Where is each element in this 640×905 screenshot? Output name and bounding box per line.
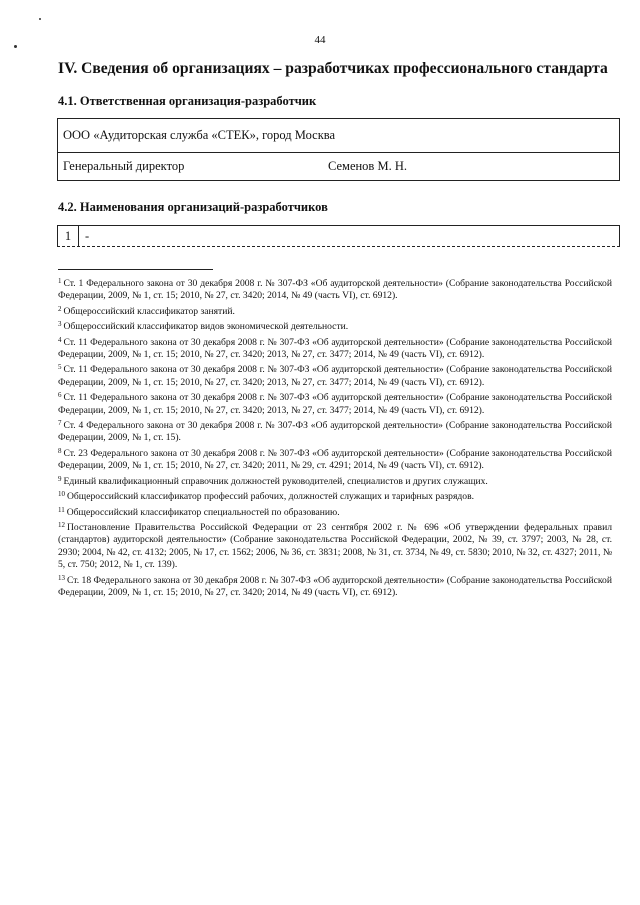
page-number: 44	[314, 34, 326, 46]
footnote	[58, 303, 612, 318]
footnote	[58, 572, 612, 600]
footnote-mark: 2	[58, 304, 62, 313]
footnote-mark: 6	[58, 391, 62, 400]
footnote-text: Общероссийский классификатор профессий рабочих, должностей служащих и тарифных разрядов.	[67, 491, 474, 503]
organization-name: ООО «Аудиторская служба «СТЕК», город Москва	[63, 128, 336, 142]
developers-heading: 4.2. Наименования организаций-разработчиков	[58, 200, 328, 214]
signatory-name: Семенов М. Н.	[328, 159, 407, 173]
developers-table	[57, 225, 620, 247]
footnote	[58, 275, 612, 303]
footnote-mark: 4	[58, 335, 62, 344]
footnote-mark: 3	[58, 320, 62, 329]
footnote	[58, 445, 612, 473]
footnote-text: Ст. 18 Федерального закона от 30 декабря 2008 г. № 307-ФЗ «Об аудиторской деятельности» (Собрание законодательства Российской Федерации, 2009, № 1, ст. 15; 2010, № 27, ст. 3420; 2014, № 49 (часть VI), ст. 6912).	[58, 574, 612, 598]
footnote-text: Постановление Правительства Российской Федерации от 23 сентября 2002 г. № 696 «Об утверждении федеральных правил (стандартов) аудиторской деятельности» (Собрание законодательства Российской Федерации, 2002, № 39, ст. 3797; 2003, № 28, ст. 2930; 2004, № 42, ст. 4132; 2005, № 17, ст. 1562; 2006, № 36, ст. 3831; 2008, № 31, ст. 3734, № 49, ст. 5830; 2010, № 32, ст. 4327; 2011, № 5, ст. 750; 2012, № 1, ст. 139).	[58, 521, 612, 571]
footnote	[58, 488, 612, 503]
footnote-mark: 5	[58, 363, 62, 372]
footnote	[58, 318, 612, 333]
organization-row	[58, 119, 619, 153]
footnote-mark: 8	[58, 446, 62, 455]
footnote-text: Единый квалификационный справочник должностей руководителей, специалистов и других служащих.	[63, 475, 488, 487]
footnote-mark: 7	[58, 419, 62, 428]
footnote-text: Ст. 23 Федерального закона от 30 декабря 2008 г. № 307-ФЗ «Об аудиторской деятельности» (Собрание законодательства Российской Федерации, 2009, № 1, ст. 15; 2010, № 27, ст. 3420; 2011, № 29, ст. 4291; 2014, № 49 (часть VI), ст. 6912).	[58, 447, 612, 472]
responsible-heading: 4.1. Ответственная организация-разработчик	[58, 94, 317, 108]
footnote-mark: 13	[58, 573, 65, 582]
footnote-text: Ст. 11 Федерального закона от 30 декабря 2008 г. № 307-ФЗ «Об аудиторской деятельности» (Собрание законодательства Российской Федерации, 2009, № 1, ст. 15; 2010, № 27, ст. 3420; 2013, № 27, ст. 3477; 2014, № 49 (часть VI), ст. 6912).	[58, 392, 612, 416]
footnote	[58, 417, 612, 445]
footnote-text: Ст. 1 Федерального закона от 30 декабря 2008 г. № 307-ФЗ «Об аудиторской деятельности» (Собрание законодательства Российской Федерации, 2009, № 1, ст. 15; 2010, № 27, ст. 3420; 2014, № 49 (часть VI), ст. 6912).	[58, 278, 612, 302]
footnote-text: Ст. 11 Федерального закона от 30 декабря 2008 г. № 307-ФЗ «Об аудиторской деятельности» (Собрание законодательства Российской Федерации, 2009, № 1, ст. 15; 2010, № 27, ст. 3420; 2013, № 27, ст. 3477; 2014, № 49 (часть VI), ст. 6912).	[58, 364, 612, 388]
developer-row-name: -	[85, 229, 90, 243]
footnote-mark: 10	[58, 490, 65, 499]
footnote-mark: 12	[58, 520, 65, 529]
footnote	[58, 389, 612, 417]
signatory-position: Генеральный директор	[63, 159, 185, 173]
footnote	[58, 334, 612, 362]
footnote-text: Общероссийский классификатор специальностей по образованию.	[66, 506, 340, 518]
footnote-separator	[58, 269, 213, 270]
responsible-organization-table	[57, 118, 620, 181]
footnote-text: Общероссийский классификатор видов экономической деятельности.	[63, 321, 349, 333]
footnotes	[58, 275, 612, 599]
footnote-text: Общероссийский классификатор занятий.	[63, 305, 235, 317]
footnote	[58, 361, 612, 389]
footnote	[58, 504, 612, 519]
section-title: IV. Сведения об организациях – разработчиках профессионального стандарта	[58, 60, 608, 77]
footnote	[58, 473, 612, 488]
footnote-mark: 11	[58, 505, 65, 514]
signatory-row	[58, 153, 619, 181]
footnote-text: Ст. 4 Федерального закона от 30 декабря 2008 г. № 307-ФЗ «Об аудиторской деятельности» (Собрание законодательства Российской Федерации, 2009, № 1, ст. 15).	[58, 420, 612, 444]
footnote	[58, 519, 612, 572]
footnote-mark: 9	[58, 474, 62, 483]
footnote-text: Ст. 11 Федерального закона от 30 декабря 2008 г. № 307-ФЗ «Об аудиторской деятельности» (Собрание законодательства Российской Федерации, 2009, № 1, ст. 15; 2010, № 27, ст. 3420; 2013, № 27, ст. 3477; 2014, № 49 (часть VI), ст. 6912).	[58, 336, 612, 361]
developer-row-number: 1	[58, 226, 79, 246]
scan-speck	[39, 18, 41, 20]
footnote-mark: 1	[58, 277, 62, 285]
